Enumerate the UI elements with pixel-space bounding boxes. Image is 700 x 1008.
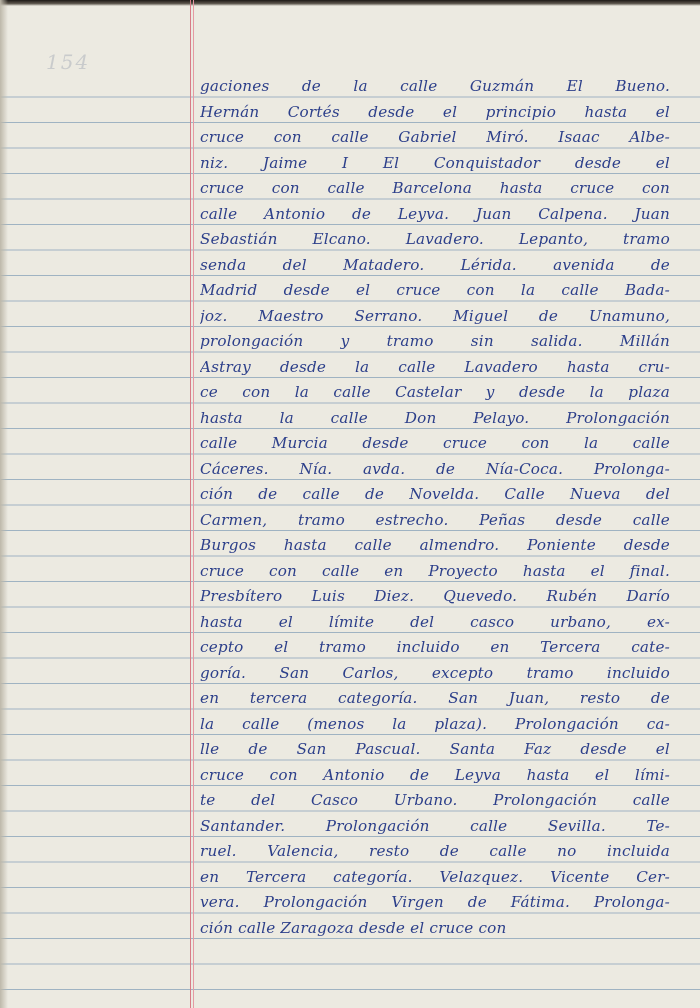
text-line: hasta la calle Don Pelayo. Prolongación — [200, 408, 670, 427]
text-line: Presbítero Luis Diez. Quevedo. Rubén Darío — [200, 587, 670, 605]
text-line: calle Antonio de Leyva. Juan Calpena. Juan — [200, 204, 670, 223]
text-line: cepto el tramo incluido en Tercera cate- — [200, 638, 670, 656]
top-margin-area — [0, 0, 700, 72]
text-line: cruce con calle Gabriel Miró. Isaac Albe- — [200, 128, 670, 146]
text-line: calle Murcia desde cruce con la calle — [200, 434, 670, 452]
text-line: te del Casco Urbano. Prolongación calle — [200, 791, 670, 809]
text-line: ce con la calle Castelar y desde la plaza — [200, 383, 670, 401]
text-line: Hernán Cortés desde el principio hasta el — [200, 102, 670, 121]
text-line: lle de San Pascual. Santa Faz desde el — [200, 740, 670, 758]
text-line: cruce con Antonio de Leyva hasta el lími- — [200, 765, 670, 784]
text-line: en tercera categoría. San Juan, resto de — [200, 689, 670, 707]
text-line: joz. Maestro Serrano. Miguel de Unamuno, — [200, 306, 670, 325]
text-line: prolongación y tramo sin salida. Millán — [200, 332, 670, 350]
text-line: senda del Matadero. Lérida. avenida de — [200, 255, 670, 274]
text-line: Sebastián Elcano. Lavadero. Lepanto, tramo — [200, 230, 670, 248]
margin-rule — [190, 0, 191, 1008]
text-line: vera. Prolongación Virgen de Fátima. Prolonga- — [200, 893, 670, 911]
text-line: en Tercera categoría. Velazquez. Vicente Cer- — [200, 867, 670, 886]
text-line: goría. San Carlos, excepto tramo incluido — [200, 663, 670, 682]
text-line: hasta el límite del casco urbano, ex- — [200, 612, 670, 631]
page-edge-shadow — [0, 0, 8, 1008]
text-line: ruel. Valencia, resto de calle no incluida — [200, 842, 670, 860]
text-line: ción calle Zaragoza desde el cruce con — [200, 918, 507, 937]
text-line: cruce con calle Barcelona hasta cruce con — [200, 179, 670, 197]
text-line: niz. Jaime I El Conquistador desde el — [200, 153, 670, 172]
binding-shadow — [0, 0, 700, 6]
text-line: cruce con calle en Proyecto hasta el final. — [200, 561, 670, 580]
text-line: Carmen, tramo estrecho. Peñas desde calle — [200, 510, 670, 529]
text-line: Madrid desde el cruce con la calle Bada- — [200, 281, 670, 299]
text-line: la calle (menos la plaza). Prolongación ca- — [200, 714, 670, 733]
text-line: gaciones de la calle Guzmán El Bueno. — [200, 77, 670, 95]
text-line: ción de calle de Novelda. Calle Nueva del — [200, 485, 670, 503]
page-number: 154 — [46, 50, 91, 74]
text-line: Santander. Prolongación calle Sevilla. Te- — [200, 816, 670, 835]
text-line: Cáceres. Nía. avda. de Nía-Coca. Prolonga- — [200, 459, 670, 478]
text-line: Burgos hasta calle almendro. Poniente desde — [200, 536, 670, 554]
text-line: Astray desde la calle Lavadero hasta cru- — [200, 357, 670, 376]
margin-rule-inner — [193, 0, 194, 1008]
